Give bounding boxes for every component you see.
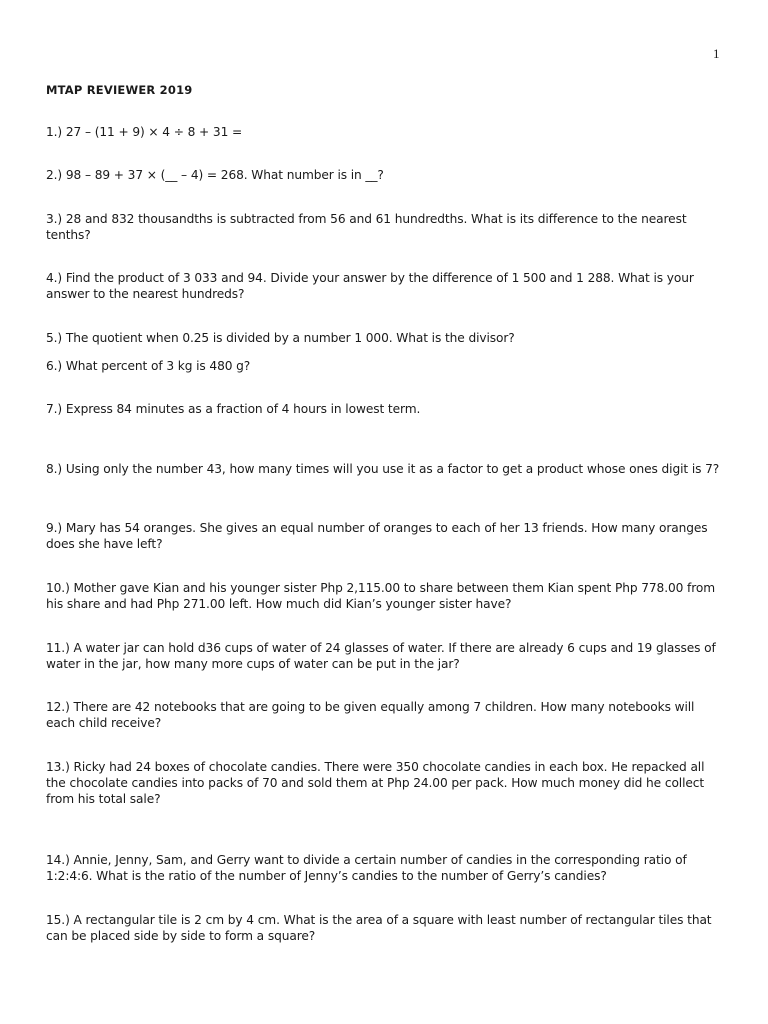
page-number: 1 xyxy=(713,46,720,61)
question-11: 11.) A water jar can hold d36 cups of water of 24 glasses of water. If there are already 6 cups and 19 glasses of water in the jar, how many more cups of water can be put in the jar? xyxy=(46,641,720,671)
question-3: 3.) 28 and 832 thousandths is subtracted from 56 and 61 hundredths. What is its difference to the nearest tenths? xyxy=(46,212,691,242)
question-15: 15.) A rectangular tile is 2 cm by 4 cm. What is the area of a square with least number of rectangular tiles that can be placed side by side to form a square? xyxy=(46,913,716,943)
question-10: 10.) Mother gave Kian and his younger sister Php 2,115.00 to share between them Kian spent Php 778.00 from his share and had Php 271.00 left. How much did Kian’s younger sister have? xyxy=(46,581,719,611)
question-1: 1.) 27 – (11 + 9) × 4 ÷ 8 + 31 = xyxy=(46,125,243,139)
document-title: MTAP REVIEWER 2019 xyxy=(46,83,193,97)
question-14: 14.) Annie, Jenny, Sam, and Gerry want to divide a certain number of candies in the corresponding ratio of 1:2:4:6. What is the ratio of the number of Jenny’s candies to the number of Gerry’s candies? xyxy=(46,853,691,883)
question-5: 5.) The quotient when 0.25 is divided by a number 1 000. What is the divisor? xyxy=(46,331,515,345)
question-9: 9.) Mary has 54 oranges. She gives an equal number of oranges to each of her 13 friends. How many oranges does she have left? xyxy=(46,521,712,551)
question-7: 7.) Express 84 minutes as a fraction of 4 hours in lowest term. xyxy=(46,402,421,416)
question-12: 12.) There are 42 notebooks that are going to be given equally among 7 children. How many notebooks will each child receive? xyxy=(46,700,699,730)
question-6: 6.) What percent of 3 kg is 480 g? xyxy=(46,359,251,373)
question-8: 8.) Using only the number 43, how many times will you use it as a factor to get a product whose ones digit is 7? xyxy=(46,462,720,476)
question-4: 4.) Find the product of 3 033 and 94. Divide your answer by the difference of 1 500 and 1 288. What is your answer to the nearest hundreds? xyxy=(46,271,698,301)
question-13: 13.) Ricky had 24 boxes of chocolate candies. There were 350 chocolate candies in each box. He repacked all the chocolate candies into packs of 70 and sold them at Php 24.00 per pack. How much money did he collect from his total sale? xyxy=(46,760,709,806)
question-2: 2.) 98 – 89 + 37 × (__ – 4) = 268. What number is in __? xyxy=(46,168,384,182)
